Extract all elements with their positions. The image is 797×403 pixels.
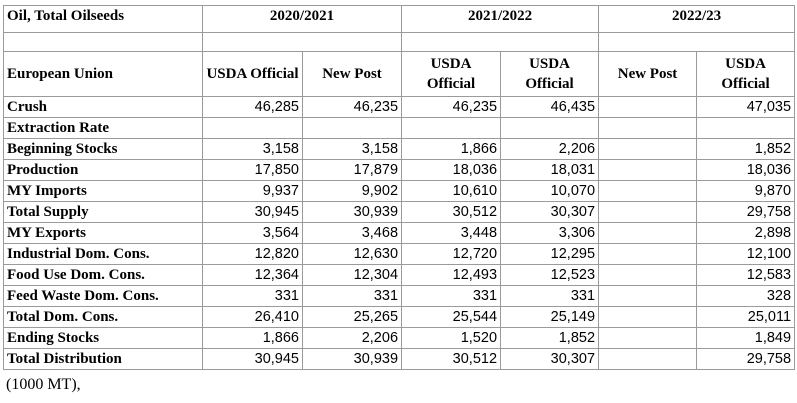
column-header: New Post: [303, 52, 402, 97]
row-label: Ending Stocks: [4, 328, 203, 349]
row-label: MY Imports: [4, 181, 203, 202]
row-label: Production: [4, 160, 203, 181]
table-cell: 26,410: [203, 307, 303, 328]
table-cell: 47,035: [697, 97, 795, 118]
table-cell: [599, 349, 697, 370]
table-cell: [599, 118, 697, 139]
table-cell: 30,939: [303, 349, 402, 370]
row-label: Food Use Dom. Cons.: [4, 265, 203, 286]
row-label: Beginning Stocks: [4, 139, 203, 160]
table-cell: 30,939: [303, 202, 402, 223]
table-cell: [599, 139, 697, 160]
table-cell: [599, 286, 697, 307]
table-cell: [599, 265, 697, 286]
table-cell: 46,435: [501, 97, 599, 118]
units-footnote: (1000 MT),: [6, 376, 81, 393]
row-label: Crush: [4, 97, 203, 118]
table-cell: [599, 244, 697, 265]
year-header-2020-2021: 2020/2021: [203, 6, 402, 33]
table-cell: 10,070: [501, 181, 599, 202]
table-row: [4, 244, 795, 265]
table-cell: 331: [402, 286, 501, 307]
table-cell: 12,583: [697, 265, 795, 286]
table-cell: 2,206: [303, 328, 402, 349]
column-header: USDA Official: [501, 52, 599, 97]
table-row: [4, 223, 795, 244]
table-cell: 25,011: [697, 307, 795, 328]
table-cell: 12,100: [697, 244, 795, 265]
table-cell: 328: [697, 286, 795, 307]
table-cell: 3,306: [501, 223, 599, 244]
table-cell: 3,468: [303, 223, 402, 244]
row-label: Total Distribution: [4, 349, 203, 370]
table-cell: 2,206: [501, 139, 599, 160]
table-cell: [599, 223, 697, 244]
table-cell: [599, 97, 697, 118]
table-cell: 30,307: [501, 202, 599, 223]
year-spacer-2022-23: [599, 33, 795, 52]
table-cell: 12,295: [501, 244, 599, 265]
table-cell: 30,512: [402, 202, 501, 223]
table-cell: 9,937: [203, 181, 303, 202]
table-cell: 25,544: [402, 307, 501, 328]
table-cell: 12,523: [501, 265, 599, 286]
table-cell: [697, 118, 795, 139]
table-cell: [203, 118, 303, 139]
row-label: MY Exports: [4, 223, 203, 244]
table-row: [4, 265, 795, 286]
table-cell: 46,285: [203, 97, 303, 118]
table-row: [4, 160, 795, 181]
table-cell: [599, 307, 697, 328]
year-spacer-2021-2022: [402, 33, 599, 52]
table-cell: 1,852: [501, 328, 599, 349]
table-row: [4, 202, 795, 223]
table-cell: 18,036: [402, 160, 501, 181]
column-header: USDA Official: [697, 52, 795, 97]
table-cell: 3,158: [303, 139, 402, 160]
table-cell: [402, 118, 501, 139]
supply-distribution-table: [3, 5, 795, 370]
table-cell: 12,364: [203, 265, 303, 286]
table-cell: 12,304: [303, 265, 402, 286]
table-row: [4, 139, 795, 160]
table-cell: 17,879: [303, 160, 402, 181]
table-cell: 25,265: [303, 307, 402, 328]
table-cell: [599, 160, 697, 181]
table-cell: 331: [303, 286, 402, 307]
table-cell: 12,493: [402, 265, 501, 286]
table-cell: 3,564: [203, 223, 303, 244]
table-title: Oil, Total Oilseeds: [4, 6, 203, 33]
year-header-2021-2022: 2021/2022: [402, 6, 599, 33]
table-cell: 9,902: [303, 181, 402, 202]
table-cell: 331: [203, 286, 303, 307]
table-row: [4, 307, 795, 328]
table-cell: 3,448: [402, 223, 501, 244]
table-cell: 25,149: [501, 307, 599, 328]
table-row: [4, 328, 795, 349]
region-label: European Union: [4, 52, 203, 97]
table-cell: 30,945: [203, 349, 303, 370]
table-cell: 12,720: [402, 244, 501, 265]
table-cell: 331: [501, 286, 599, 307]
table-cell: 30,512: [402, 349, 501, 370]
table-row: [4, 181, 795, 202]
table-cell: [599, 181, 697, 202]
table-cell: 1,866: [402, 139, 501, 160]
year-header-2022-23: 2022/23: [599, 6, 795, 33]
row-label: Industrial Dom. Cons.: [4, 244, 203, 265]
row-label: Total Dom. Cons.: [4, 307, 203, 328]
table-cell: 1,852: [697, 139, 795, 160]
table-cell: 1,866: [203, 328, 303, 349]
table-cell: 2,898: [697, 223, 795, 244]
table-cell: 3,158: [203, 139, 303, 160]
table-cell: 29,758: [697, 349, 795, 370]
table-cell: 46,235: [402, 97, 501, 118]
table-cell: 30,945: [203, 202, 303, 223]
table-cell: 29,758: [697, 202, 795, 223]
column-header: USDA Official: [203, 52, 303, 97]
table-cell: [599, 202, 697, 223]
table-cell: [501, 118, 599, 139]
table-cell: 12,630: [303, 244, 402, 265]
table-row: [4, 349, 795, 370]
title-spacer: [4, 33, 203, 52]
table-cell: [599, 328, 697, 349]
row-label: Feed Waste Dom. Cons.: [4, 286, 203, 307]
year-spacer-2020-2021: [203, 33, 402, 52]
table-cell: 1,520: [402, 328, 501, 349]
table-row: [4, 286, 795, 307]
table-cell: 10,610: [402, 181, 501, 202]
table-cell: [303, 118, 402, 139]
table-row: [4, 97, 795, 118]
table-cell: 18,036: [697, 160, 795, 181]
table-cell: 17,850: [203, 160, 303, 181]
table-cell: 1,849: [697, 328, 795, 349]
row-label: Total Supply: [4, 202, 203, 223]
row-label: Extraction Rate: [4, 118, 203, 139]
table-cell: 12,820: [203, 244, 303, 265]
table-cell: 46,235: [303, 97, 402, 118]
table-cell: 30,307: [501, 349, 599, 370]
column-header: USDA Official: [402, 52, 501, 97]
table-cell: 9,870: [697, 181, 795, 202]
column-header: New Post: [599, 52, 697, 97]
table-row: [4, 118, 795, 139]
table-cell: 18,031: [501, 160, 599, 181]
